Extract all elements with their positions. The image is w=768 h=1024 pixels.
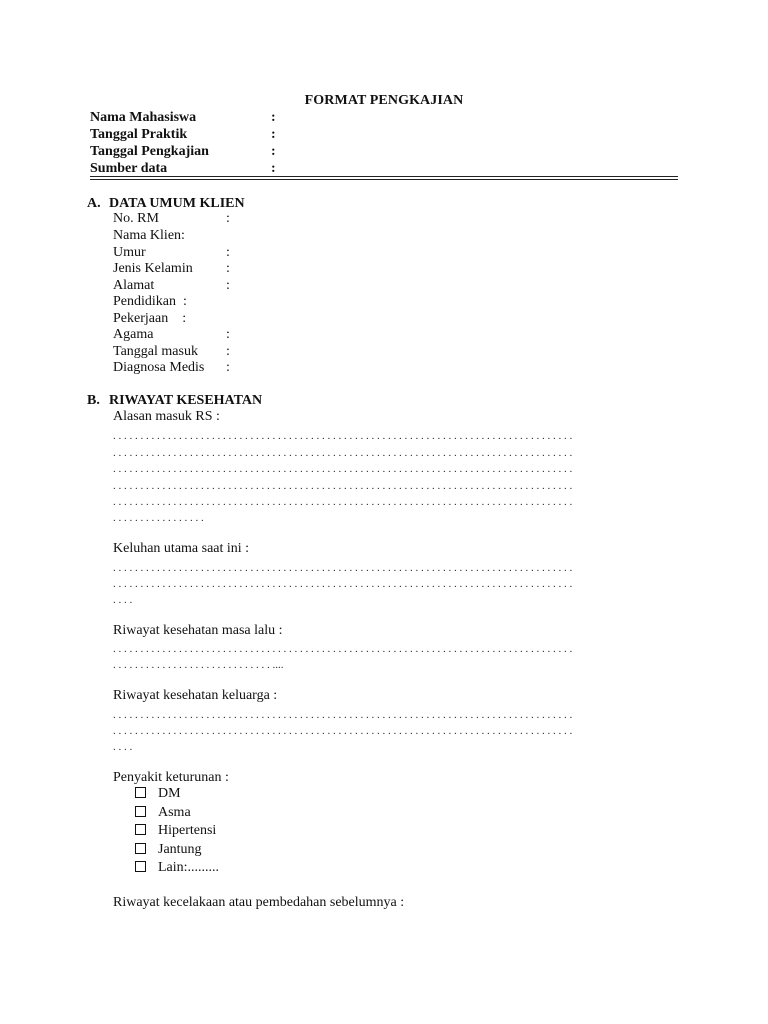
field-separator: :: [226, 360, 230, 375]
field-pekerjaan: [113, 311, 186, 328]
field-alamat: [113, 277, 230, 295]
field-jenis-kelamin: [113, 261, 230, 278]
checkbox-icon[interactable]: [135, 843, 146, 854]
header-field-tanggal-praktik: [90, 126, 276, 143]
checkbox-icon[interactable]: [135, 806, 146, 817]
section-title: DATA UMUM KLIEN: [109, 196, 245, 211]
header-field-separator: :: [271, 110, 276, 125]
option-lain[interactable]: [135, 859, 220, 878]
header-field-separator: :: [271, 144, 276, 159]
field-label: Nama Klien:: [113, 228, 185, 243]
header-divider-top: [90, 176, 678, 177]
field-tanggal-masuk: [113, 343, 230, 361]
dotted-line: . . . .: [113, 741, 133, 753]
riwayat-keluarga-label: Riwayat kesehatan keluarga :: [113, 688, 278, 703]
option-label: Asma: [158, 804, 191, 820]
field-separator: :: [226, 261, 230, 276]
field-separator: :: [226, 244, 230, 260]
dotted-line: . . . . . . . . . . . . . . . . . . . . . . . . . . . . . . . . . . . . . . . . . . . . . . . . . . . . . . . . . . . . . . . . . . . . . . . . . . . . . . . . . . . .: [113, 463, 573, 475]
field-separator: :: [226, 327, 230, 342]
field-label: No. RM: [113, 211, 159, 226]
header-field-sumber-data: [90, 160, 276, 177]
field-umur: [113, 244, 230, 262]
field-label: Pekerjaan :: [113, 310, 187, 326]
checkbox-icon[interactable]: [135, 824, 146, 835]
field-label: Tanggal masuk: [113, 343, 198, 359]
penyakit-keturunan-label: Penyakit keturunan :: [113, 770, 229, 785]
option-label: DM: [158, 786, 181, 801]
field-label: Diagnosa Medis: [113, 360, 205, 375]
checkbox-icon[interactable]: [135, 861, 146, 872]
dotted-line: . . . . . . . . . . . . . . . . . . . . . . . . . . . . . . . . . . . . . . . . . . . . . . . . . . . . . . . . . . . . . . . . . . . . . . . . . . . . . . . . . . . .: [113, 725, 573, 737]
section-letter: A.: [87, 196, 101, 211]
dotted-line: . . . . . . . . . . . . . . . . . . . . . . . . . . . . . . . . . . . . . . . . . . . . . . . . . . . . . . . . . . . . . . . . . . . . . . . . . . . . . . . . . . . .: [113, 562, 573, 574]
checkbox-icon[interactable]: [135, 787, 146, 798]
option-hipertensi[interactable]: [135, 822, 217, 841]
field-pendidikan: [113, 294, 187, 311]
field-separator: :: [226, 343, 230, 359]
dotted-line: . . . . . . . . . . . . . . . . . . . . . . . . . . . . . . . . . . . . . . . . . . . . . . . . . . . . . . . . . . . . . . . . . . . . . . . . . . . . . . . . . . . .: [113, 496, 573, 508]
option-asma[interactable]: [135, 804, 191, 823]
field-agama: [113, 327, 230, 344]
dotted-line: . . . . . . . . . . . . . . . . . . . . . . . . . . . . . . . . . . . . . . . . . . . . . . . . . . . . . . . . . . . . . . . . . . . . . . . . . . . . . . . . . . . .: [113, 643, 573, 655]
field-label: Umur: [113, 244, 146, 260]
field-separator: :: [226, 277, 230, 293]
dotted-line: . . . . . . . . . . . . . . . . .: [113, 512, 204, 524]
dotted-line: . . . . . . . . . . . . . . . . . . . . . . . . . . . . . . . . . . . . . . . . . . . . . . . . . . . . . . . . . . . . . . . . . . . . . . . . . . . . . . . . . . . .: [113, 480, 573, 492]
header-field-nama-mahasiswa: [90, 109, 276, 126]
option-label: Jantung: [158, 841, 202, 857]
section-letter: B.: [87, 393, 100, 408]
keluhan-utama-label: Keluhan utama saat ini :: [113, 541, 250, 556]
field-label: Alamat: [113, 277, 155, 293]
header-field-label: Sumber data: [90, 161, 168, 176]
field-label: Pendidikan :: [113, 294, 187, 309]
dotted-line: . . . . . . . . . . . . . . . . . . . . . . . . . . . . . . . . . . . . . . . . . . . . . . . . . . . . . . . . . . . . . . . . . . . . . . . . . . . . . . . . . . . .: [113, 447, 573, 459]
dotted-line: . . . . . . . . . . . . . . . . . . . . . . . . . . . . . ....: [113, 659, 284, 671]
header-field-tanggal-pengkajian: [90, 143, 276, 160]
dotted-line: . . . . . . . . . . . . . . . . . . . . . . . . . . . . . . . . . . . . . . . . . . . . . . . . . . . . . . . . . . . . . . . . . . . . . . . . . . . . . . . . . . . .: [113, 578, 573, 590]
option-jantung[interactable]: [135, 841, 202, 860]
alasan-masuk-label: Alasan masuk RS :: [113, 409, 220, 424]
section-title: RIWAYAT KESEHATAN: [109, 393, 263, 408]
field-separator: :: [226, 211, 230, 226]
dotted-line: . . . .: [113, 594, 133, 606]
field-nama-klien: [113, 228, 185, 245]
header-field-label: Nama Mahasiswa: [90, 110, 197, 125]
header-field-label: Tanggal Praktik: [90, 127, 188, 142]
field-diagnosa-medis: [113, 360, 230, 377]
header-field-label: Tanggal Pengkajian: [90, 144, 209, 159]
dotted-line: . . . . . . . . . . . . . . . . . . . . . . . . . . . . . . . . . . . . . . . . . . . . . . . . . . . . . . . . . . . . . . . . . . . . . . . . . . . . . . . . . . . .: [113, 430, 573, 442]
option-label: Hipertensi: [158, 823, 217, 838]
field-no-rm: [113, 211, 230, 228]
option-dm[interactable]: [135, 785, 181, 804]
riwayat-masa-lalu-label: Riwayat kesehatan masa lalu :: [113, 623, 283, 638]
header-divider-bottom: [90, 179, 678, 180]
page-title: FORMAT PENGKAJIAN: [304, 93, 464, 108]
header-field-separator: :: [271, 127, 276, 142]
field-label: Agama: [113, 327, 154, 342]
field-label: Jenis Kelamin: [113, 261, 193, 276]
header-field-separator: :: [271, 161, 276, 176]
option-label: Lain:.........: [158, 860, 220, 875]
riwayat-kecelakaan-label: Riwayat kecelakaan atau pembedahan sebelumnya :: [113, 895, 405, 910]
dotted-line: . . . . . . . . . . . . . . . . . . . . . . . . . . . . . . . . . . . . . . . . . . . . . . . . . . . . . . . . . . . . . . . . . . . . . . . . . . . . . . . . . . . .: [113, 709, 573, 721]
